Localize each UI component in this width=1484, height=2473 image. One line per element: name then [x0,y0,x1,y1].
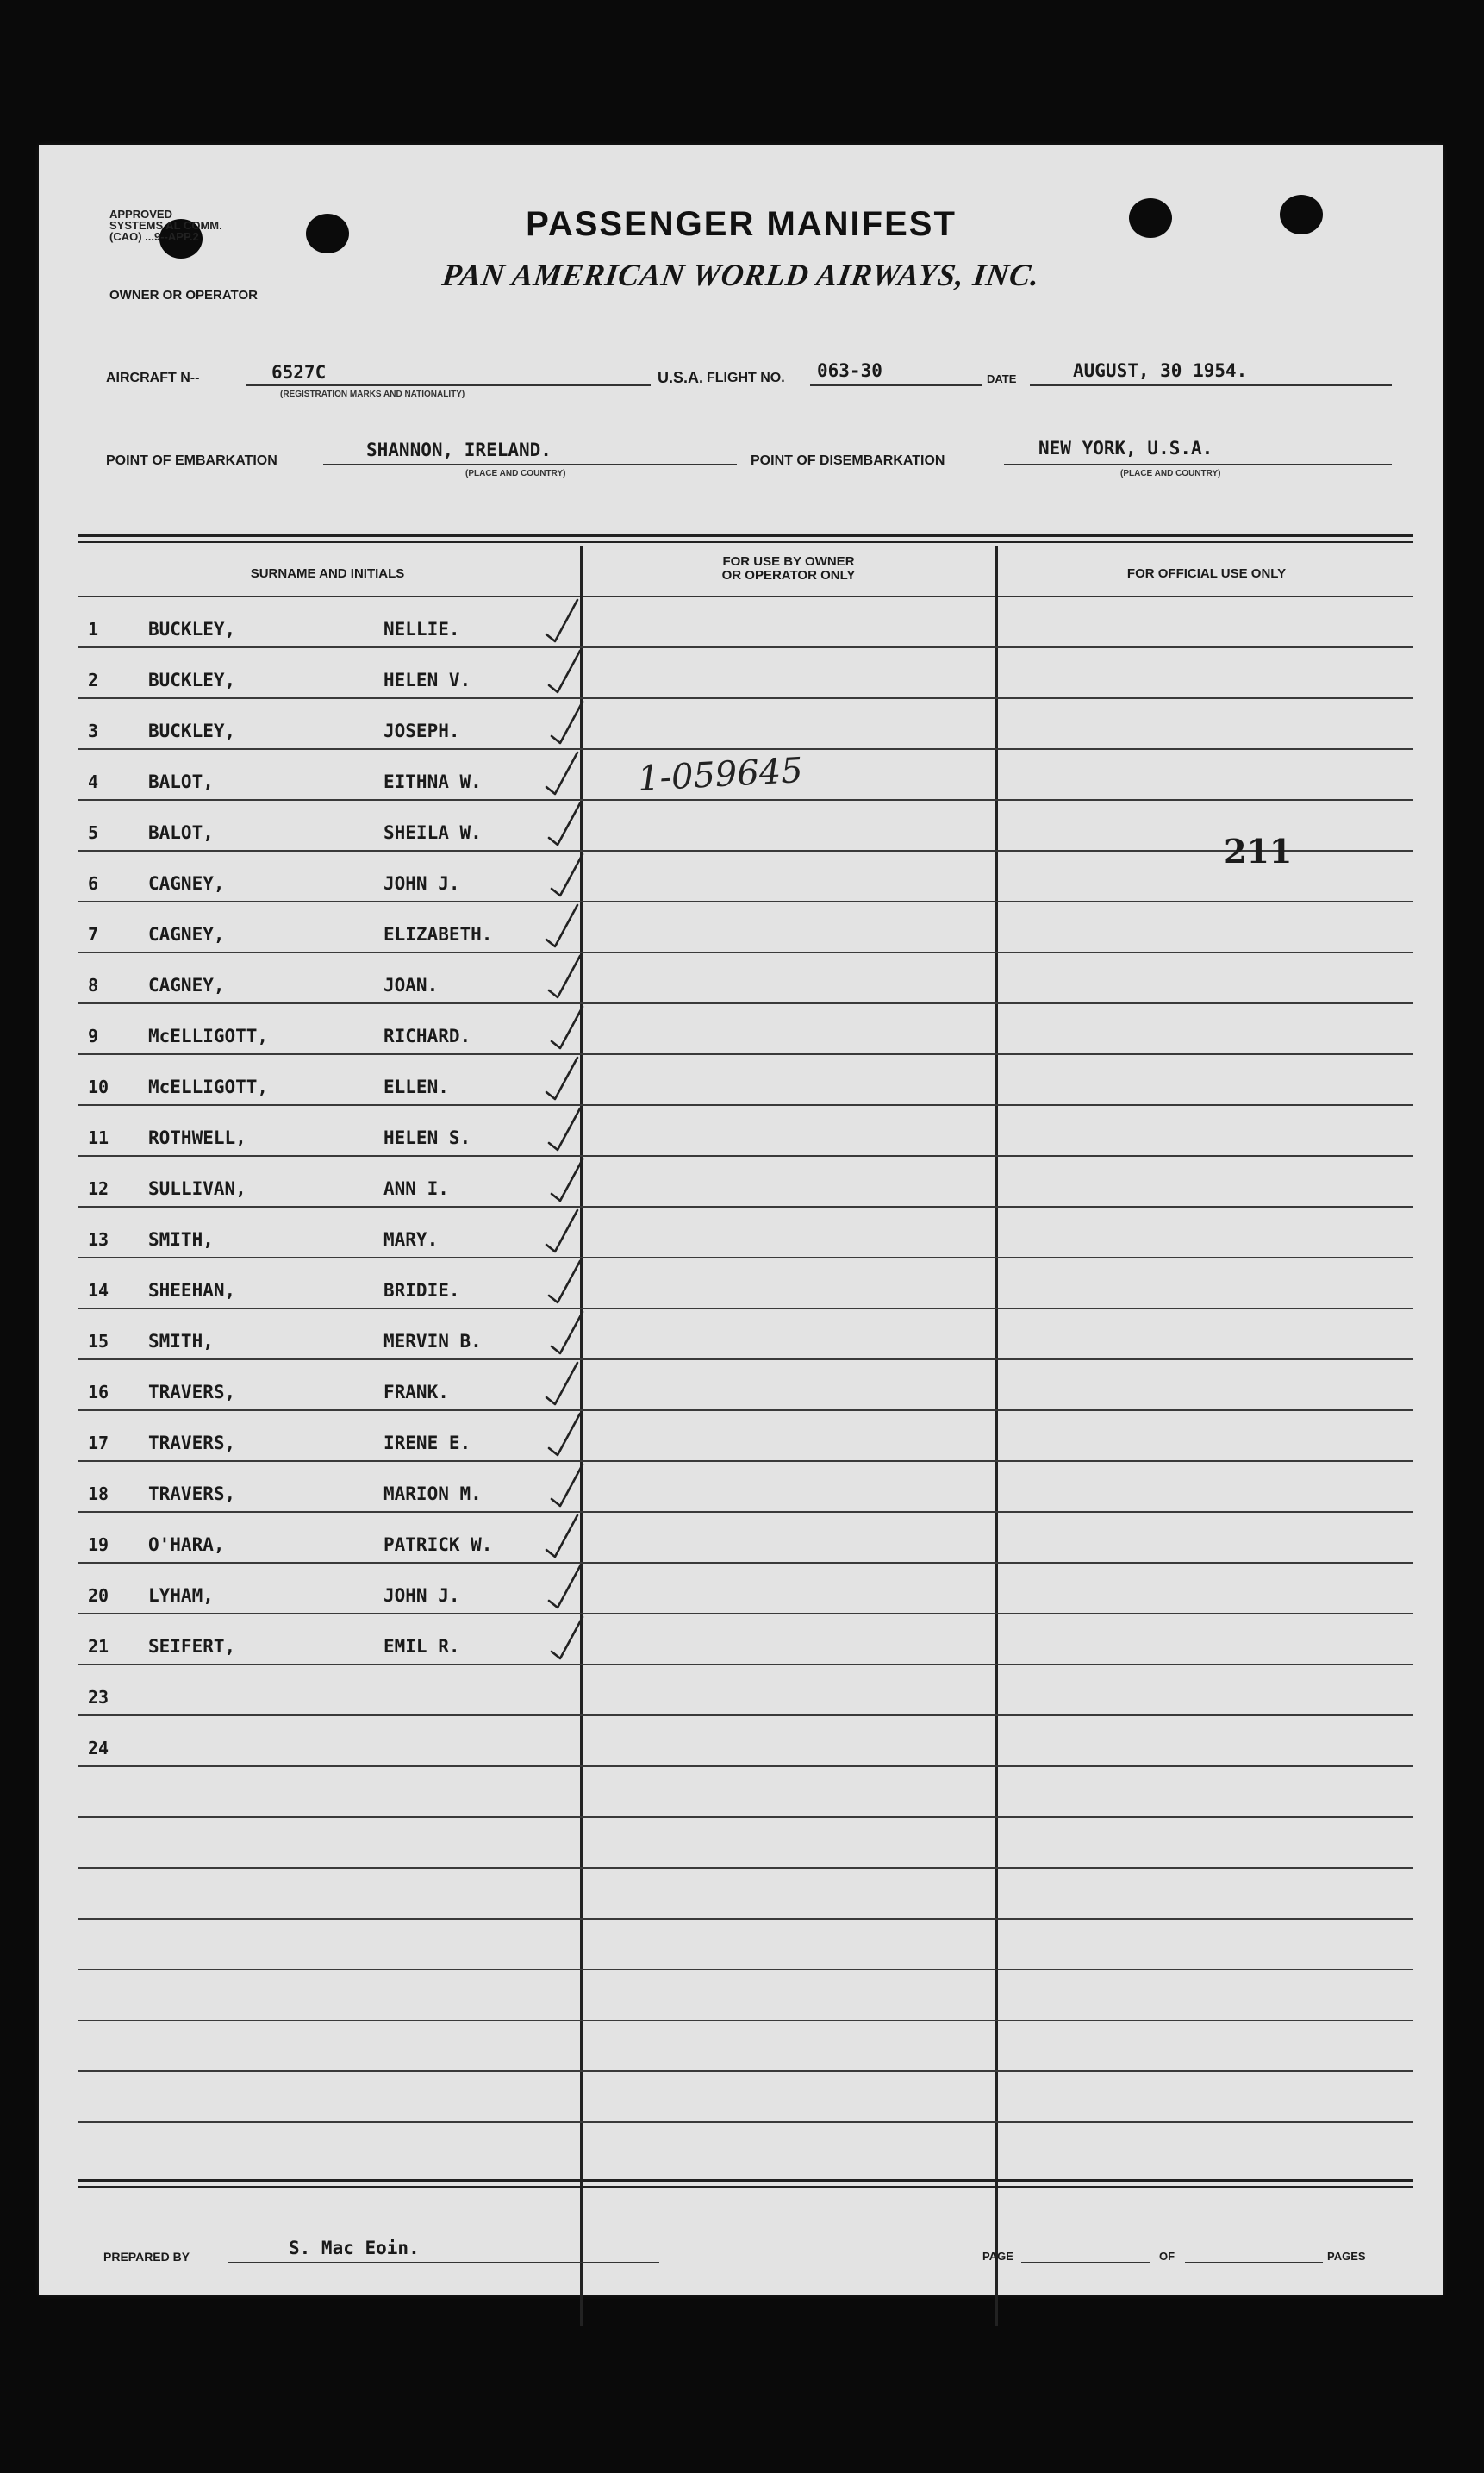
passenger-initials: FRANK. [383,1382,449,1402]
flight-value: 063-30 [817,360,882,381]
row-number: 19 [88,1534,109,1555]
table-row [78,1206,1413,1258]
disembarkation-label: POINT OF DISEMBARKATION [751,453,945,468]
table-row [78,697,1413,750]
passenger-initials: HELEN S. [383,1127,471,1148]
checkmark-icon [543,1410,595,1458]
checkmark-icon [543,1258,595,1306]
passenger-initials: PATRICK W. [383,1534,493,1555]
disembarkation-sublabel: (PLACE AND COUNTRY) [1120,469,1221,478]
flight-label: FLIGHT NO. [707,371,785,385]
prepared-by-value: S. Mac Eoin. [289,2238,420,2258]
passenger-initials: EITHNA W. [383,771,482,792]
table-row [78,952,1413,1004]
checkmark-icon [543,1156,595,1204]
passenger-initials: EMIL R. [383,1636,460,1657]
checkmark-icon [543,1207,595,1255]
passenger-initials: HELEN V. [383,670,471,690]
table-row [78,2020,1413,2072]
column-header-owner: FOR USE BY OWNER OR OPERATOR ONLY [721,554,856,583]
table-row [78,799,1413,852]
row-number: 20 [88,1585,109,1606]
aircraft-label: AIRCRAFT N-- [106,371,200,385]
page-title: PASSENGER MANIFEST [526,205,957,243]
passenger-surname: CAGNEY, [148,873,225,894]
disembarkation-underline [1004,464,1392,465]
passenger-surname: SULLIVAN, [148,1178,246,1199]
passenger-initials: MARY. [383,1229,439,1250]
checkmark-icon [543,800,595,848]
page-label: PAGE [982,2250,1013,2263]
passenger-surname: SHEEHAN, [148,1280,236,1301]
passenger-surname: O'HARA, [148,1534,225,1555]
row-number: 16 [88,1382,109,1402]
passenger-surname: SMITH, [148,1331,214,1352]
table-row [78,1002,1413,1055]
prepared-by-underline [228,2262,659,2263]
checkmark-icon [543,1461,595,1509]
passenger-surname: McELLIGOTT, [148,1026,269,1046]
checkmark-icon [543,1359,595,1408]
row-number: 11 [88,1127,109,1148]
passenger-initials: RICHARD. [383,1026,471,1046]
table-row [78,1765,1413,1818]
row-number: 23 [88,1687,109,1708]
embarkation-sublabel: (PLACE AND COUNTRY) [465,469,566,478]
passenger-surname: LYHAM, [148,1585,214,1606]
passenger-initials: ANN I. [383,1178,449,1199]
passenger-initials: JOHN J. [383,873,460,894]
row-number: 9 [88,1026,99,1046]
table-row [78,646,1413,699]
passenger-surname: TRAVERS, [148,1433,236,1453]
passenger-surname: SEIFERT, [148,1636,236,1657]
page-underline [1021,2262,1150,2263]
table-bottom-rule-2 [78,2186,1413,2188]
table-row [78,1562,1413,1614]
aircraft-country: U.S.A. [658,369,704,386]
row-number: 8 [88,975,99,996]
column-header-names: SURNAME AND INITIALS [250,566,405,581]
row-number: 12 [88,1178,109,1199]
table-row [78,1257,1413,1309]
checkmark-icon [543,596,595,645]
passenger-initials: ELLEN. [383,1077,449,1097]
row-number: 18 [88,1483,109,1504]
passenger-initials: ELIZABETH. [383,924,493,945]
row-number: 1 [88,619,99,640]
flight-underline [810,384,982,386]
passenger-surname: SMITH, [148,1229,214,1250]
row-number: 13 [88,1229,109,1250]
of-label: OF [1159,2250,1175,2263]
checkmark-icon [543,902,595,950]
passenger-surname: ROTHWELL, [148,1127,246,1148]
passenger-initials: JOSEPH. [383,721,460,741]
passenger-surname: BALOT, [148,771,214,792]
passenger-initials: MARION M. [383,1483,482,1504]
passenger-surname: BUCKLEY, [148,670,236,690]
checkmark-icon [543,1308,595,1357]
date-underline [1030,384,1392,386]
row-number: 2 [88,670,99,690]
approval-note: APPROVED SYSTEMS AL COMM. (CAO) ...9--APP.2 [109,208,222,243]
table-row [78,1053,1413,1106]
passenger-surname: BALOT, [148,822,214,843]
row-number: 4 [88,771,99,792]
table-row [78,850,1413,902]
table-row [78,2070,1413,2123]
row-number: 6 [88,873,99,894]
row-number: 5 [88,822,99,843]
table-row [78,1308,1413,1360]
stamp-number: 211 [1224,832,1293,871]
passenger-surname: McELLIGOTT, [148,1077,269,1097]
passenger-initials: MERVIN B. [383,1331,482,1352]
row-number: 24 [88,1738,109,1758]
column-header-official: FOR OFFICIAL USE ONLY [1126,566,1287,581]
table-row [78,1409,1413,1462]
passenger-initials: SHEILA W. [383,822,482,843]
row-number: 17 [88,1433,109,1453]
table-row [78,1714,1413,1767]
row-number: 15 [88,1331,109,1352]
date-value: AUGUST, 30 1954. [1073,360,1248,381]
table-row [78,1613,1413,1665]
checkmark-icon [543,1512,595,1560]
handwritten-ticket-number: 1-059645 [636,751,804,799]
table-row [78,1664,1413,1716]
table-top-rule [78,534,1413,537]
table-row [78,1104,1413,1157]
table-row [78,1816,1413,1869]
table-row [78,1358,1413,1411]
passenger-surname: TRAVERS, [148,1483,236,1504]
passenger-initials: BRIDIE. [383,1280,460,1301]
checkmark-icon [543,952,595,1001]
row-number: 21 [88,1636,109,1657]
checkmark-icon [543,1614,595,1662]
passenger-surname: BUCKLEY, [148,619,236,640]
table-row [78,1155,1413,1208]
row-number: 10 [88,1077,109,1097]
table-row [78,1511,1413,1564]
checkmark-icon [543,647,595,696]
pages-label: PAGES [1327,2250,1366,2263]
passenger-surname: BUCKLEY, [148,721,236,741]
disembarkation-value: NEW YORK, U.S.A. [1038,438,1213,459]
embarkation-underline [323,464,737,465]
passenger-initials: IRENE E. [383,1433,471,1453]
manifest-sheet [39,145,1443,2295]
checkmark-icon [543,1105,595,1153]
checkmark-icon [543,1054,595,1102]
table-row [78,1460,1413,1513]
owner-label: OWNER OR OPERATOR [109,288,258,303]
prepared-by-label: PREPARED BY [103,2250,190,2264]
checkmark-icon [543,851,595,899]
passenger-surname: TRAVERS, [148,1382,236,1402]
table-row [78,1867,1413,1920]
table-bottom-rule [78,2179,1413,2182]
date-label: DATE [987,372,1017,385]
checkmark-icon [543,1563,595,1611]
passenger-surname: CAGNEY, [148,975,225,996]
table-row [78,901,1413,953]
aircraft-value: 6527C [271,362,327,383]
passenger-surname: CAGNEY, [148,924,225,945]
aircraft-underline [246,384,651,386]
of-underline [1185,2262,1323,2263]
checkmark-icon [543,1003,595,1052]
company-name: PAN AMERICAN WORLD AIRWAYS, INC. [440,258,1043,292]
passenger-initials: NELLIE. [383,619,460,640]
row-number: 7 [88,924,99,945]
table-row [78,1918,1413,1970]
table-row [78,1969,1413,2021]
passenger-initials: JOAN. [383,975,439,996]
embarkation-label: POINT OF EMBARKATION [106,453,277,468]
checkmark-icon [543,749,595,797]
row-number: 14 [88,1280,109,1301]
checkmark-icon [543,698,595,746]
aircraft-sublabel: (REGISTRATION MARKS AND NATIONALITY) [280,390,465,399]
table-top-rule-2 [78,541,1413,543]
passenger-initials: JOHN J. [383,1585,460,1606]
row-number: 3 [88,721,99,741]
embarkation-value: SHANNON, IRELAND. [366,440,552,460]
table-row [78,596,1413,648]
